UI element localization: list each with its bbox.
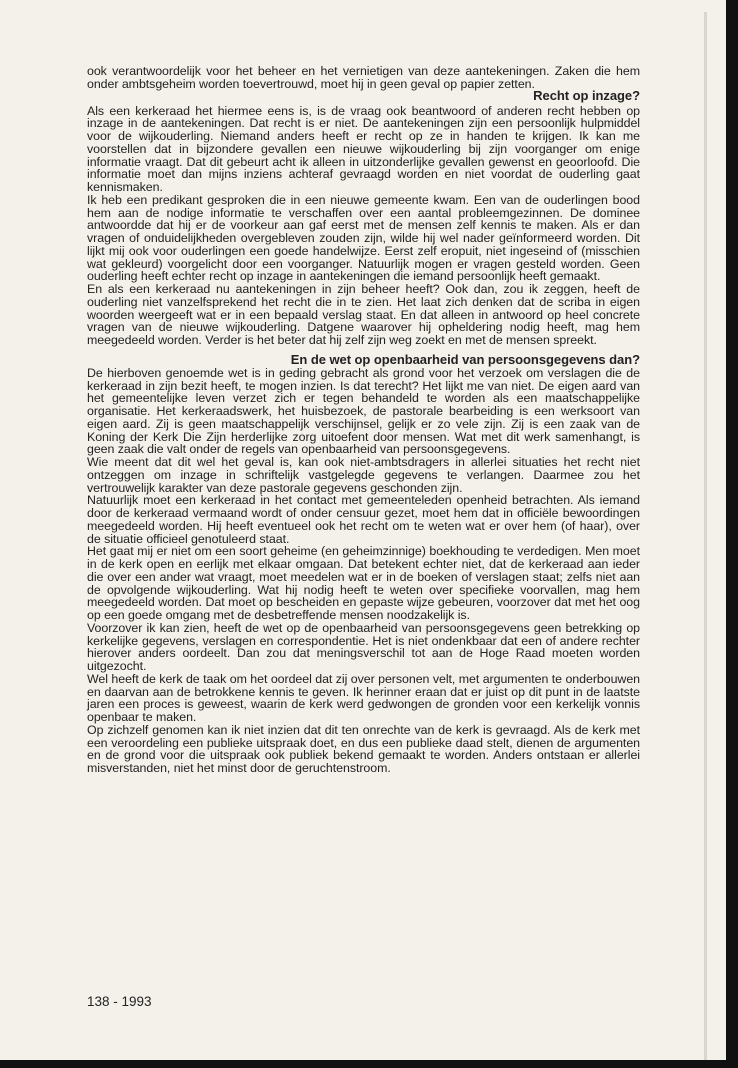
paragraph: En als een kerkeraad nu aantekeningen in zijn beheer heeft? Ook dan, zou ik zeggen, heeft de ouderling niet vanzelfsprekend het recht die in te zien. Het laat zich denken dat de scriba in eigen woorden weergeeft wat er in een bepaald verslag staat. En dat alleen in antwoord op heel concrete vragen van de nieuwe wijkouderling. Datgene waarover hij opheldering nodig heeft, mag hem meegedeeld worden. Verder is het beter dat hij zelf zijn weg zoekt en met de mensen spreekt. [87,282,640,347]
heading-wet-openbaarheid: En de wet op openbaarheid van persoonsgegevens dan? [290,351,640,367]
intro-paragraph: ook verantwoordelijk voor het beheer en het vernietigen van deze aantekeningen. Zaken die hem onder ambtsgeheim worden toevertrouwd, moet hij in geen geval op papier zetten. [87,64,640,91]
scan-border-bottom [0,1060,738,1068]
heading-recht-op-inzage: Recht op inzage? [533,87,640,103]
paragraph: Op zichzelf genomen kan ik niet inzien dat dit ten onrechte van de kerk is gevraagd. Als de kerk met een veroordeling een publieke uitspraak doet, en dus een publieke daad stelt, dienen de argumenten en de grond voor die uitspraak ook publiek bekend gemaakt te worden. Anders ontstaan er allerlei misverstanden, niet het minst door de geruchtenstroom. [87,722,640,775]
paragraph: De hierboven genoemde wet is in geding gebracht als grond voor het verzoek om verslagen die de kerkeraad in zijn bezit heeft, te mogen inzien. Is dat terecht? Het lijkt me van niet. De eigen aard van het gemeentelijke leven verzet zich er tegen behandeld te worden als een maatschappelijke organisatie. Het kerkeraadswerk, het huisbezoek, de pastorale bearbeiding is een werksoort van eigen aard. Zij is geen maatschappelijk verschijnsel, gelijk er zo vele zijn. Zij is een zaak van de Koning der Kerk Die Zijn herderlijke zorg uitoefent door mensen. Wat met dit werk samenhangt, is geen zaak die valt onder de regels van openbaarheid van persoonsgegevens. [87,365,640,457]
paragraph: Wie meent dat dit wel het geval is, kan ook niet-ambtsdragers in allerlei situaties het recht niet ontzeggen om inzage in schriftelijk vastgelegde gegevens te verlangen. Daarmee zou het vertrouwelijk karakter van deze pastorale gegevens geschonden zijn. [87,455,640,495]
paragraph: Wel heeft de kerk de taak om het oordeel dat zij over personen velt, met argumenten te onderbouwen en daarvan aan de betrokkene kennis te geven. Ik herinner eraan dat er juist op dit punt in de laatste jaren een proces is geweest, waarin de kerk werd gedwongen de gronden voor een kerkelijk vonnis openbaar te maken. [87,671,640,724]
page-edge-shadow [704,12,707,1060]
paragraph: Ik heb een predikant gesproken die in een nieuwe gemeente kwam. Een van de ouderlingen bood hem aan de nodige informatie te verschaffen over een aantal probleemgezinnen. De dominee antwoordde dat hij er de voorkeur aan gaf eerst met de mensen zelf kennis te maken. Als er dan vragen of onduidelijkheden overgebleven zouden zijn, wilde hij wel nader geïnformeerd worden. Dit lijkt mij ook voor ouderlingen een goede handelwijze. Eerst zelf eropuit, niet ingeseind of (misschien wat gekleurd) voorgelicht door een voorganger. Natuurlijk mogen er vragen gesteld worden. Geen ouderling heeft echter recht op inzage in aantekeningen die iemand persoonlijk heeft gemaakt. [87,192,640,284]
paragraph: Het gaat mij er niet om een soort geheime (en geheimzinnige) boekhouding te verdedigen. Men moet in de kerk open en eerlijk met elkaar omgaan. Dat betekent echter niet, dat de kerkeraad aan ieder die over een ander wat vraagt, moet meedelen wat er in de boeken of verslagen staat; zelfs niet aan de opvolgende wijkouderling. Wat hij nodig heeft te weten over specifieke voorvallen, mag hem meegedeeld worden. Dat moet op bescheiden en gepaste wijze gebeuren, voorzover dat met het oog op een goede omgang met de desbetreffende mensen noodzakelijk is. [87,544,640,622]
paragraph: Voorzover ik kan zien, heeft de wet op de openbaarheid van persoonsgegevens geen betrekking op kerkelijke gegevens, verslagen en correspondentie. Het is niet ondenkbaar dat een of andere rechter hierover anders oordeelt. Dan zou dat meningsverschil tot aan de Hoge Raad moeten worden uitgezocht. [87,620,640,673]
page-number: 138 - 1993 [87,994,152,1009]
article-body [87,65,640,775]
paragraph: Natuurlijk moet een kerkeraad in het contact met gemeenteleden openheid betrachten. Als iemand door de kerkeraad vermaand wordt of onder censuur gezet, moet hem dat in officiële bewoordingen meegedeeld worden. Hij heeft eventueel ook het recht om te weten wat er over hem (of haar), over de situatie officieel genotuleerd staat. [87,493,640,546]
scan-border-right [726,0,738,1068]
paragraph: Als een kerkeraad het hiermee eens is, is de vraag ook beantwoord of anderen recht hebben op inzage in de aantekeningen. Dat recht is er niet. De aantekeningen zijn een persoonlijk hulpmiddel voor de wijkouderling. Niemand anders heeft er recht op ze in handen te krijgen. Ik kan me voorstellen dat in bijzondere gevallen een nieuwe wijkouderling bij zijn voorganger om enige informatie vraagt. Dat dit gebeurt acht ik alleen in uitzonderlijke gevallen gewenst en geoorloofd. Die informatie moet dan mijns inziens achteraf gevraagd worden en niet voordat de ouderling gaat kennismaken. [87,103,640,194]
